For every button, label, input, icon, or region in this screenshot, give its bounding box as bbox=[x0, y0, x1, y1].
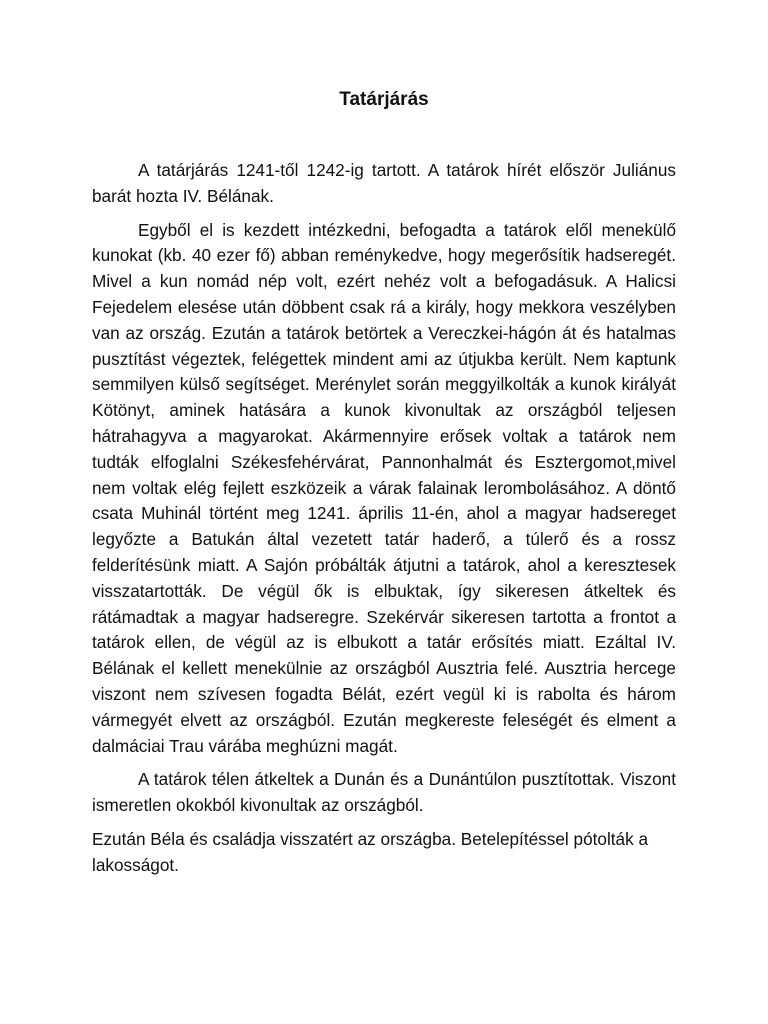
paragraph-intro: A tatárjárás 1241-től 1242-ig tartott. A tatárok hírét először Juliánus barát hozta IV. Bélának. bbox=[92, 160, 676, 206]
document-body bbox=[92, 158, 676, 887]
paragraph-return: Ezután Béla és családja visszatért az országba. Betelepítéssel pótolták a lakosságot. bbox=[92, 828, 649, 875]
paragraph-winter: A tatárok télen átkeltek a Dunán és a Dunántúlon pusztítottak. Viszont ismeretlen okokból kivonultak az országból. bbox=[92, 769, 676, 816]
document-title: Tatárjárás bbox=[339, 89, 429, 110]
paragraph-main: Egyből el is kezdett intézkedni, befogadta a tatárok elől menekülő kunokat (kb. 40 ezer fő) abban reménykedve, hogy megerősítik hadseregét. Mivel a kun nomád nép volt, ezért nehéz volt a befogadásuk. A Halicsi Fejedelem elesése után döbbent csak rá a király, hogy mekkora veszélyben van az ország. Ezután a tatárok betörtek a Vereczkei-hágón át és hatalmas pusztítást végeztek, felégettek mindent ami az útjukba került. Nem kaptunk semmilyen külső segítséget. Merénylet során meggyilkolták a kunok királyát Kötönyt, aminek hatására a kunok kivonultak az országból teljesen hátrahagyva a magyarokat. Akármennyire erősek voltak a tatárok nem tudták elfoglalni Székesfehérvárat, Pannonhalmát és Esztergomot,mivel nem voltak elég fejlett eszközeik a várak falainak lerombolásához. A döntő csata Muhinál történt meg 1241. április 11-én, ahol a magyar hadsereget legyőzte a Batukán által vezetett tatár haderő, a túlerő és a rossz felderítésünk miatt. A Sajón próbálták átjutni a tatárok, ahol a keresztesek visszatartották. De végül ők is elbuktak, így sikeresen átkeltek és rátámadtak a magyar hadseregre. Szekérvár sikeresen tartotta a frontot a tatárok ellen, de végül az is elbukott a tatár erősítés miatt. Ezáltal IV. Bélának el kellett menekülnie az országból Ausztria felé. Ausztria hercege viszont nem szívesen fogadta Bélát, ezért vegül ki is rabolta és három vármegyét elvett az országból. Ezután megkereste feleségét és elment a dalmáciai Trau várába meghúzni magát. bbox=[92, 219, 676, 756]
